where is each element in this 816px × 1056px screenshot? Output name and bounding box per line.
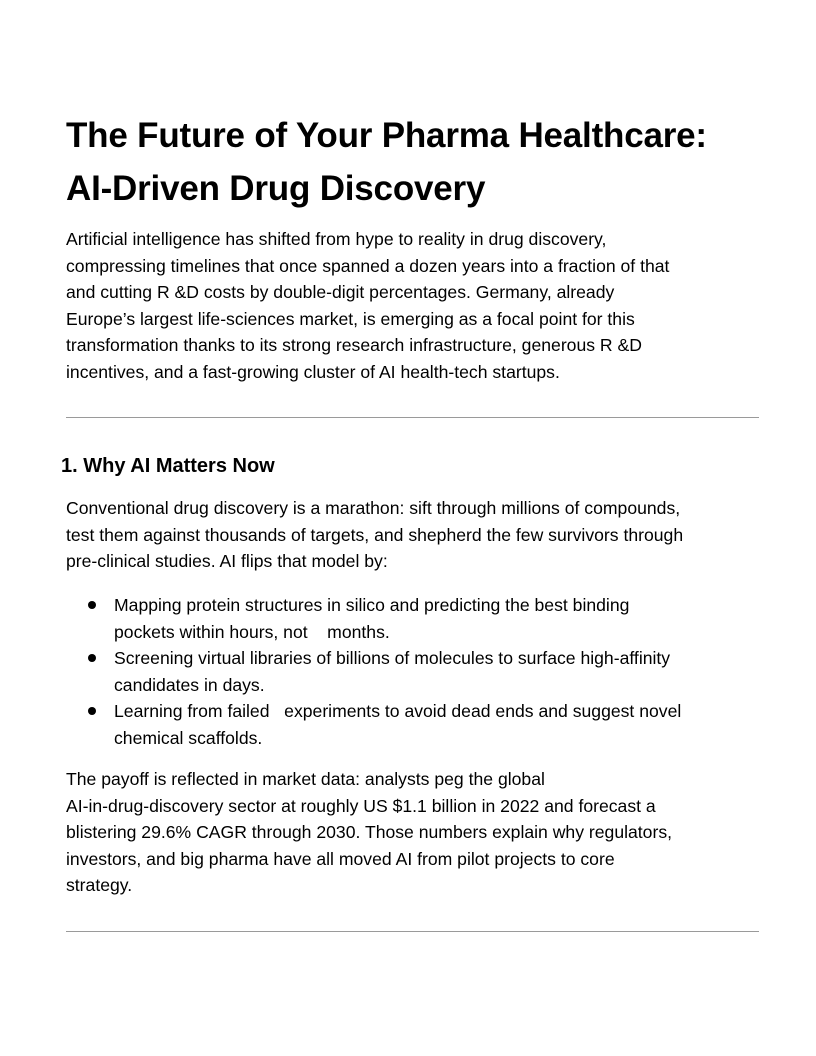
intro-line: and cutting R &D costs by double-digit percentages. Germany, already (66, 282, 615, 303)
bullet-icon (88, 707, 96, 715)
page-title-line-2: AI-Driven Drug Discovery (66, 169, 486, 208)
paragraph-line: test them against thousands of targets, and shepherd the few survivors through (66, 524, 684, 545)
paragraph-line: pre-clinical studies. AI flips that model by: (66, 551, 388, 572)
paragraph-line: AI-in-drug-discovery sector at roughly US $1.1 billion in 2022 and forecast a (66, 795, 656, 816)
paragraph-line: Conventional drug discovery is a marathon: sift through millions of compounds, (66, 498, 681, 518)
intro-line: incentives, and a fast-growing cluster of AI health-tech startups. (66, 361, 560, 382)
horizontal-divider (66, 417, 759, 418)
list-item (66, 645, 776, 698)
paragraph-line: The payoff is reflected in market data: analysts peg the global (66, 769, 545, 789)
conventional-paragraph (66, 495, 776, 575)
paragraph-line: blistering 29.6% CAGR through 2030. Those numbers explain why regulators, (66, 822, 673, 843)
intro-line: Europe’s largest life-sciences market, is emerging as a focal point for this (66, 308, 635, 329)
list-item-line: pockets within hours, not months. (114, 621, 390, 642)
intro-line: transformation thanks to its strong research infrastructure, generous R &D (66, 335, 642, 356)
paragraph-line: strategy. (66, 875, 133, 896)
horizontal-divider (66, 931, 759, 932)
page-title-line-1: The Future of Your Pharma Healthcare: (66, 116, 707, 155)
list-item (66, 592, 776, 645)
list-item-line: chemical scaffolds. (114, 727, 263, 748)
bullet-icon (88, 654, 96, 662)
list-item-line: Mapping protein structures in silico and predicting the best binding (114, 595, 630, 615)
list-item (66, 698, 776, 751)
page-title (66, 109, 786, 215)
bullet-icon (88, 601, 96, 609)
bullet-list (66, 592, 776, 752)
paragraph-line: investors, and big pharma have all moved AI from pilot projects to core (66, 848, 615, 869)
payoff-paragraph (66, 766, 776, 899)
list-item-line: candidates in days. (114, 674, 265, 695)
section-heading: 1. Why AI Matters Now (61, 455, 275, 477)
intro-line: Artificial intelligence has shifted from hype to reality in drug discovery, (66, 229, 607, 249)
list-item-line: Screening virtual libraries of billions of molecules to surface high-affinity (114, 648, 671, 669)
intro-paragraph (66, 226, 776, 386)
intro-line: compressing timelines that once spanned a dozen years into a fraction of that (66, 255, 670, 276)
list-item-line: Learning from failed experiments to avoid dead ends and suggest novel (114, 701, 682, 722)
